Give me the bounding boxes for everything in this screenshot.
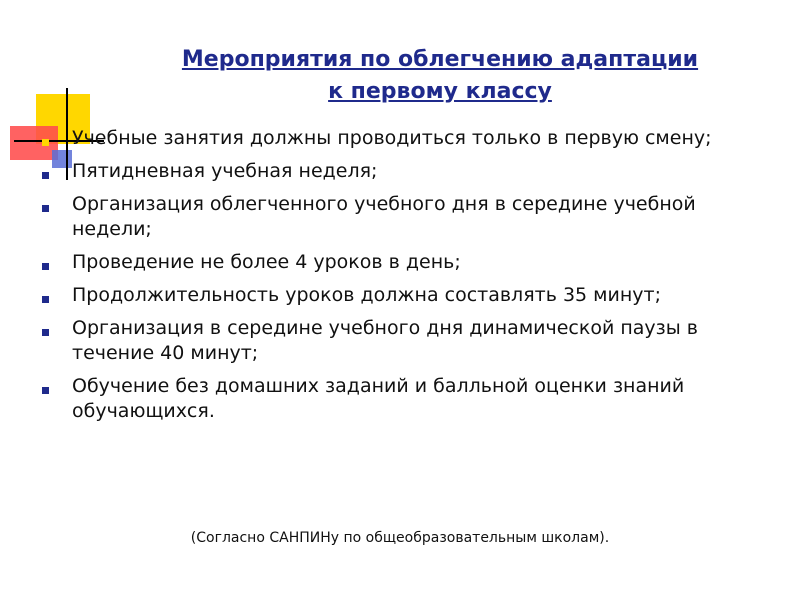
bullet-item xyxy=(40,250,760,275)
bullet-text: Организация в середине учебного дня динамической паузы в течение 40 минут; xyxy=(72,317,698,364)
bullet-item xyxy=(40,316,760,366)
bullet-marker-icon xyxy=(42,263,49,270)
slide-title xyxy=(100,44,780,108)
slide-title-line-2: к первому классу xyxy=(328,79,552,104)
slide-title-line-1: Мероприятия по облегчению адаптации xyxy=(181,47,699,72)
bullet-text: Учебные занятия должны проводиться только в первую смену; xyxy=(72,127,712,149)
bullet-item xyxy=(40,192,760,242)
bullet-item xyxy=(40,159,760,184)
bullet-text: Пятидневная учебная неделя; xyxy=(72,160,378,182)
bullet-text: Организация облегченного учебного дня в середине учебной недели; xyxy=(72,193,696,240)
bullet-marker-icon xyxy=(42,172,49,179)
bullet-list xyxy=(40,126,760,432)
bullet-marker-icon xyxy=(42,139,49,146)
bullet-marker-icon xyxy=(42,296,49,303)
bullet-text: Обучение без домашних заданий и балльной оценки знаний обучающихся. xyxy=(72,375,685,422)
bullet-text: Продолжительность уроков должна составлять 35 минут; xyxy=(72,284,661,306)
source-footnote: (Согласно САНПИНу по общеобразовательным школам). xyxy=(190,530,610,546)
bullet-item xyxy=(40,126,760,151)
bullet-text: Проведение не более 4 уроков в день; xyxy=(72,251,461,273)
bullet-item xyxy=(40,374,760,424)
bullet-marker-icon xyxy=(42,387,49,394)
bullet-item xyxy=(40,283,760,308)
bullet-marker-icon xyxy=(42,205,49,212)
bullet-marker-icon xyxy=(42,329,49,336)
